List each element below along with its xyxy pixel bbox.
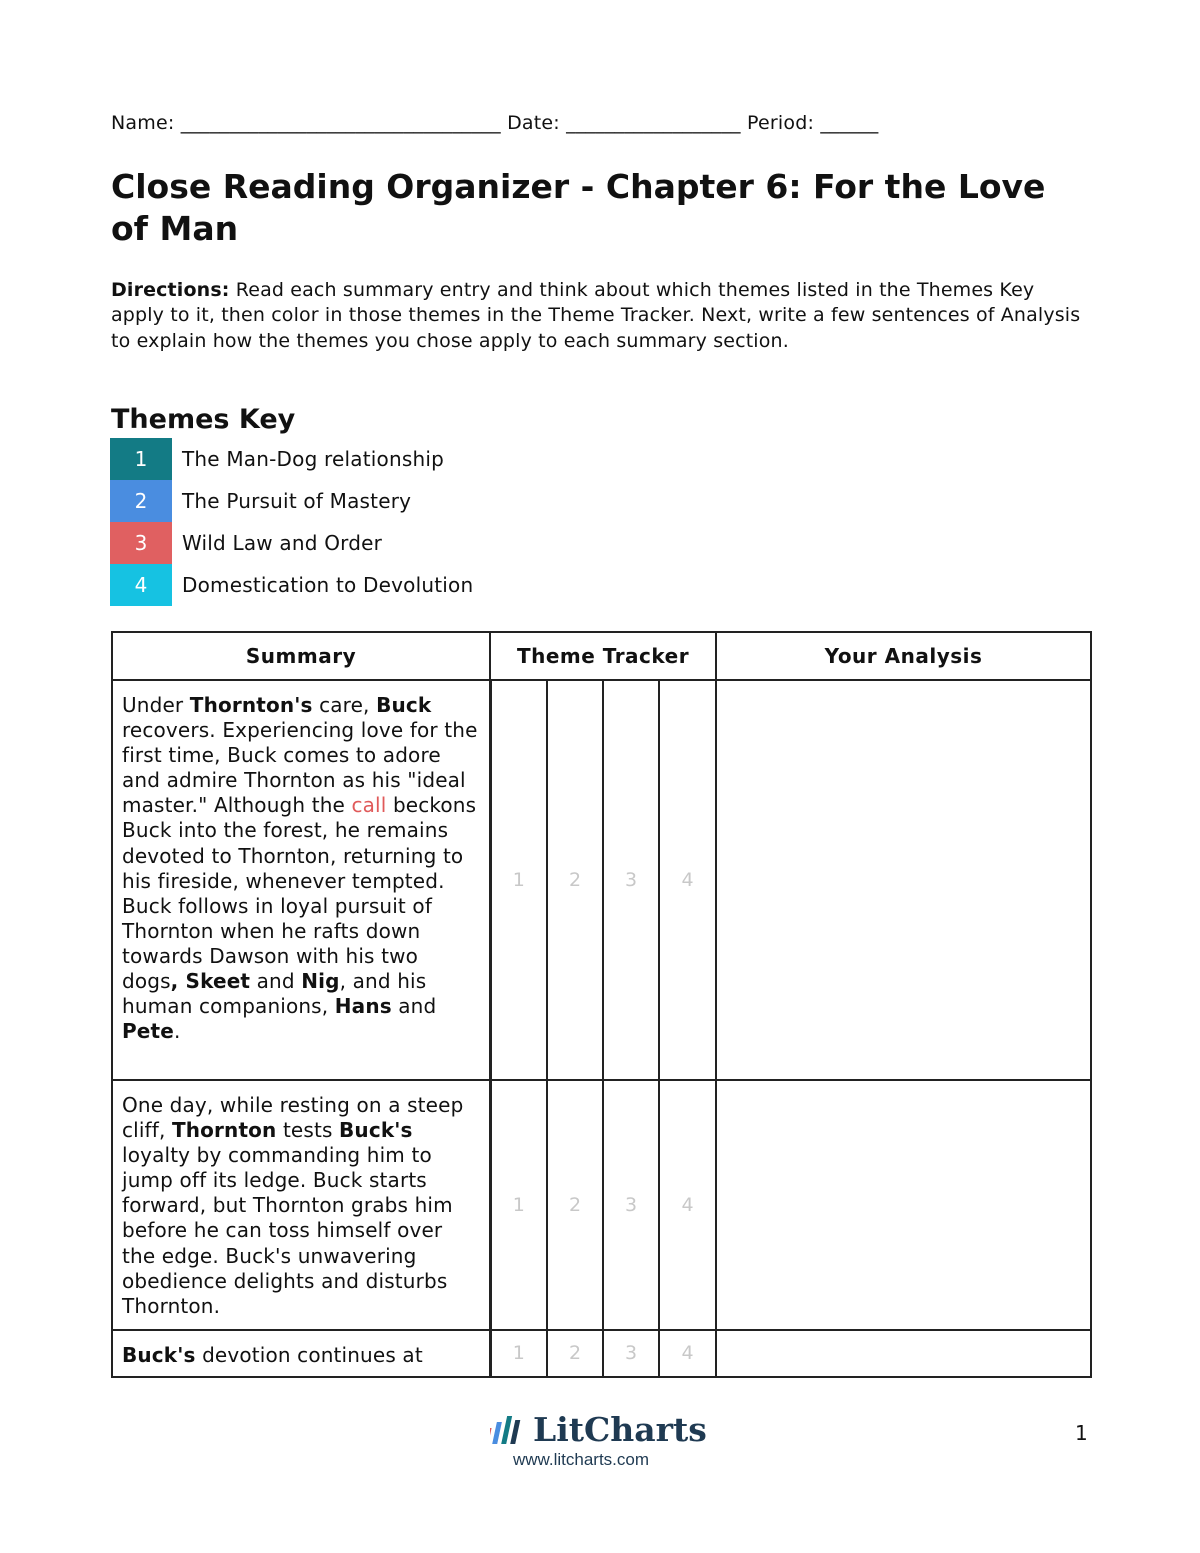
theme-color-swatch: 4 bbox=[110, 564, 172, 606]
themes-key-heading: Themes Key bbox=[111, 404, 296, 435]
character-name: Thornton's bbox=[189, 693, 313, 717]
organizer-table bbox=[111, 631, 1092, 1378]
summary-cell bbox=[112, 1330, 490, 1377]
summary-header: Summary bbox=[112, 632, 490, 680]
theme-tracker-cell-2[interactable]: 2 bbox=[547, 680, 603, 1080]
character-name: Buck's bbox=[339, 1118, 413, 1143]
directions-text: Read each summary entry and think about which themes listed in the Themes Key apply to it, then color in those themes in the Theme Tracker. Next, write a few sentences of Analysis to explain how the themes you chose apply to each summary section. bbox=[111, 279, 1081, 352]
character-name: , Skeet bbox=[170, 969, 251, 994]
theme-tracker-cell-3[interactable]: 3 bbox=[603, 1330, 659, 1377]
analysis-cell[interactable] bbox=[716, 1330, 1091, 1377]
summary-text: and bbox=[391, 994, 437, 1019]
character-name: Nig bbox=[301, 969, 340, 994]
table-row bbox=[112, 1080, 1091, 1330]
character-name: Hans bbox=[334, 994, 392, 1019]
theme-tracker-header: Theme Tracker bbox=[490, 632, 716, 680]
theme-tracker-cell-1[interactable]: 1 bbox=[490, 1330, 547, 1377]
summary-text: loyalty by commanding him to jump off its ledge. Buck starts forward, but Thornton grabs him before he can toss himself over the edge. Buck's unwavering obedience delights and disturbs Thornton. bbox=[122, 1143, 453, 1318]
logo-bar-3 bbox=[501, 1416, 512, 1444]
theme-label: The Man-Dog relationship bbox=[182, 447, 445, 471]
directions bbox=[111, 278, 1081, 354]
summary-text: tests bbox=[276, 1118, 340, 1143]
name-label: Name: bbox=[111, 112, 175, 134]
student-info-line bbox=[111, 112, 879, 134]
litcharts-logo-text: LitCharts bbox=[533, 1410, 707, 1449]
table-row bbox=[112, 680, 1091, 1080]
character-name: Pete bbox=[122, 1019, 174, 1044]
character-name: Buck's bbox=[122, 1342, 196, 1367]
summary-text: recovers. Experiencing love for the first time, Buck comes to adore and admire Thornton as his "ideal master." Although the bbox=[122, 718, 478, 818]
theme-tracker-cell-3[interactable]: 3 bbox=[603, 1080, 659, 1330]
summary-text: . bbox=[173, 1019, 181, 1044]
theme-label: Domestication to Devolution bbox=[182, 573, 474, 597]
period-blank[interactable]: ______ bbox=[820, 112, 879, 134]
character-name: Thornton bbox=[171, 1118, 277, 1143]
analysis-header: Your Analysis bbox=[716, 632, 1091, 680]
summary-text: devotion continues at bbox=[195, 1342, 423, 1367]
theme-tracker-cell-2[interactable]: 2 bbox=[547, 1330, 603, 1377]
table-header-row bbox=[112, 632, 1091, 680]
name-blank[interactable]: _________________________________ bbox=[180, 112, 501, 134]
call-term-link[interactable]: call bbox=[351, 793, 387, 818]
summary-text: Under bbox=[122, 693, 190, 717]
summary-text: One day, while resting on a steep cliff, bbox=[122, 1093, 464, 1143]
date-blank[interactable]: __________________ bbox=[566, 112, 741, 134]
theme-label: The Pursuit of Mastery bbox=[182, 489, 412, 513]
theme-tracker-cell-1[interactable]: 1 bbox=[490, 1080, 547, 1330]
summary-cell bbox=[112, 1080, 490, 1330]
page-title: Close Reading Organizer - Chapter 6: For the Love of Man bbox=[111, 167, 1046, 248]
summary-text: care, bbox=[312, 693, 377, 717]
period-label: Period: bbox=[747, 112, 815, 134]
litcharts-url[interactable]: www.litcharts.com bbox=[513, 1450, 650, 1469]
summary-cell bbox=[112, 680, 490, 1080]
logo-bar-4 bbox=[510, 1420, 520, 1444]
analysis-cell[interactable] bbox=[716, 680, 1091, 1080]
theme-color-swatch: 3 bbox=[110, 522, 172, 564]
theme-label: Wild Law and Order bbox=[182, 531, 383, 555]
directions-label: Directions: bbox=[111, 279, 230, 301]
logo-bar-1 bbox=[490, 1428, 492, 1444]
theme-tracker-cell-1[interactable]: 1 bbox=[490, 680, 547, 1080]
analysis-cell[interactable] bbox=[716, 1080, 1091, 1330]
logo-bar-2 bbox=[492, 1422, 502, 1444]
theme-tracker-cell-4[interactable]: 4 bbox=[659, 680, 716, 1080]
theme-tracker-cell-4[interactable]: 4 bbox=[659, 1080, 716, 1330]
summary-text: and bbox=[250, 969, 302, 994]
table-row bbox=[112, 1330, 1091, 1377]
summary-text: , and his human companions, bbox=[122, 969, 427, 1019]
character-name: Buck bbox=[376, 693, 432, 717]
theme-color-swatch: 1 bbox=[110, 438, 172, 480]
theme-color-swatch: 2 bbox=[110, 480, 172, 522]
summary-text: beckons Buck into the forest, he remains devoted to Thornton, returning to his fireside, whenever tempted. Buck follows in loyal pursuit of Thornton when he rafts down towards Dawson with his two dogs bbox=[122, 793, 477, 994]
theme-tracker-cell-4[interactable]: 4 bbox=[659, 1330, 716, 1377]
date-label: Date: bbox=[507, 112, 560, 134]
theme-tracker-cell-2[interactable]: 2 bbox=[547, 1080, 603, 1330]
page-number: 1 bbox=[1075, 1421, 1088, 1445]
theme-tracker-cell-3[interactable]: 3 bbox=[603, 680, 659, 1080]
